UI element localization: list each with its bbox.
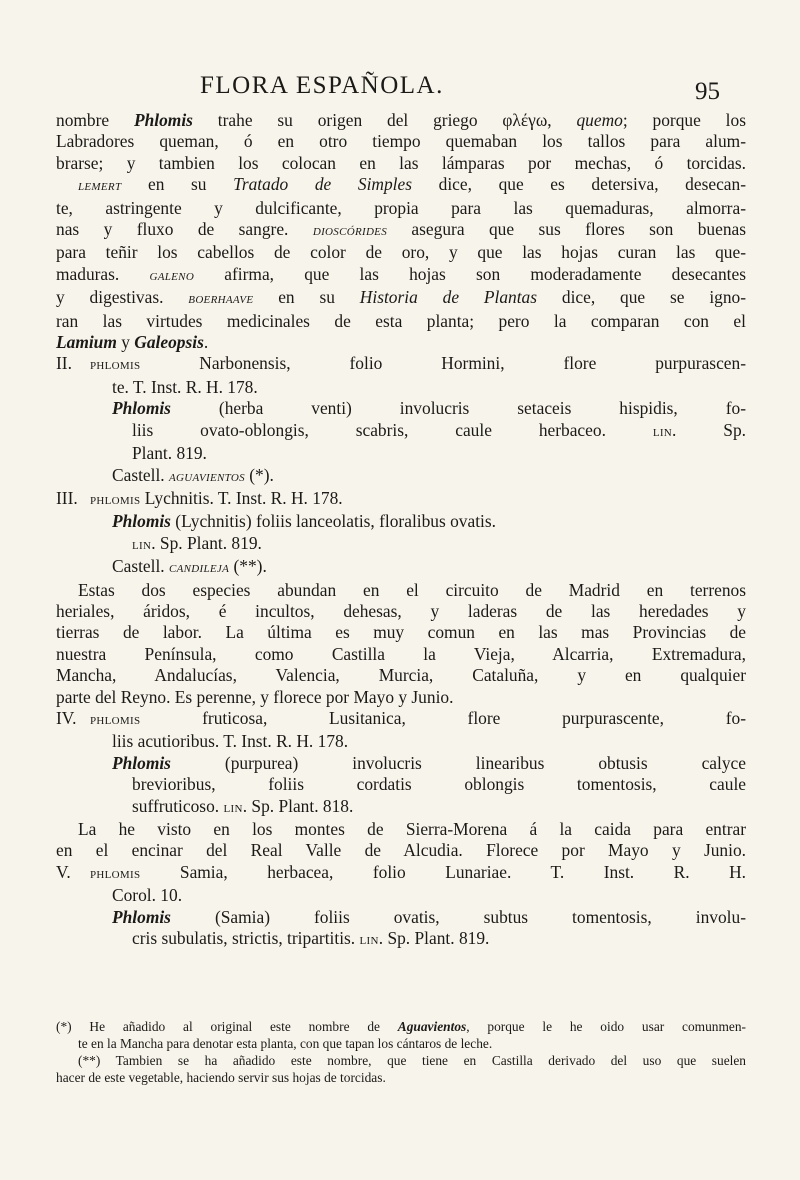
text-line: tierras de labor. La última es muy comun en las mas Provincias de bbox=[56, 622, 746, 643]
page-header bbox=[200, 66, 720, 110]
text-line: Phlomis (Lychnitis) foliis lanceolatis, floralibus ovatis. bbox=[112, 511, 496, 532]
species-entry: V. phlomis Samia, herbacea, folio Lunariae. T. Inst. R. H. bbox=[56, 861, 746, 882]
text-line: Estas dos especies abundan en el circuito de Madrid en terrenos bbox=[78, 579, 746, 600]
text-line: liis ovato-oblongis, scabris, caule herbaceo. lin. Sp. bbox=[132, 419, 746, 440]
text-line: para teñir los cabellos de color de oro, y que las hojas curan las que- bbox=[56, 242, 746, 263]
text-line: y digestivas. boerhaave en su Historia de Plantas dice, que se igno- bbox=[56, 287, 747, 308]
text-line: Phlomis (purpurea) involucris linearibus obtusis calyce bbox=[112, 752, 746, 773]
text-line: liis acutioribus. T. Inst. R. H. 178. bbox=[112, 731, 349, 752]
text-line: lin. Sp. Plant. 819. bbox=[132, 532, 262, 553]
text-line: te, astringente y dulcificante, propia para las quemaduras, almorra- bbox=[56, 197, 746, 218]
footnote-line: te en la Mancha para denotar esta planta, con que tapan los cántaros de leche. bbox=[78, 1036, 493, 1051]
main-text bbox=[56, 110, 746, 951]
text-line: en el encinar del Real Valle de Alcudia. Florece por Mayo y Junio. bbox=[56, 840, 746, 861]
footnote-line: hacer de este vegetable, haciendo servir sus hojas de torcidas. bbox=[56, 1070, 386, 1085]
species-entry: II. phlomis Narbonensis, folio Hormini, flore purpurascen- bbox=[56, 353, 746, 374]
species-entry: IV. phlomis fruticosa, Lusitanica, flore purpurascente, fo- bbox=[56, 707, 746, 728]
text-line: Lamium y Galeopsis. bbox=[56, 332, 209, 353]
text-line: heriales, áridos, é incultos, dehesas, y laderas de las heredades y bbox=[56, 600, 746, 621]
text-line: cris subulatis, strictis, tripartitis. lin. Sp. Plant. 819. bbox=[132, 928, 490, 949]
page-number: 95 bbox=[695, 78, 720, 105]
text-line: brevioribus, foliis cordatis oblongis tomentosis, caule bbox=[132, 774, 746, 795]
running-title: FLORA ESPAÑOLA. bbox=[200, 72, 444, 99]
footnote: (*) He añadido al original este nombre de Aguavientos, porque le he oido usar comunmen- bbox=[56, 1019, 747, 1034]
text-line: Plant. 819. bbox=[132, 443, 207, 464]
text-line: nas y fluxo de sangre. dioscórides asegura que sus flores son buenas bbox=[56, 219, 747, 240]
text-line: Corol. 10. bbox=[112, 885, 183, 906]
text-line: Phlomis (herba venti) involucris setaceis hispidis, fo- bbox=[112, 398, 746, 419]
text-line: nuestra Península, como Castilla la Vieja, Alcarria, Extremadura, bbox=[56, 643, 746, 664]
text-line: maduras. galeno afirma, que las hojas son moderadamente desecantes bbox=[56, 263, 746, 284]
text-line: La he visto en los montes de Sierra-Morena á la caida para entrar bbox=[78, 819, 746, 839]
text-line: brarse; y tambien los colocan en las lámparas por mechas, ó torcidas. bbox=[56, 152, 746, 173]
text-line: nombre Phlomis trahe su origen del griego φλέγω, quemo; porque los bbox=[56, 110, 746, 130]
text-line: Mancha, Andalucías, Valencia, Murcia, Cataluña, y en qualquier bbox=[56, 665, 746, 686]
text-line: te. T. Inst. R. H. 178. bbox=[112, 376, 258, 397]
text-line: Labradores queman, ó en otro tiempo quemaban los tallos para alum- bbox=[56, 131, 746, 152]
text-line: Castell. aguavientos (*). bbox=[112, 464, 274, 485]
text-line: Phlomis (Samia) foliis ovatis, subtus tomentosis, involu- bbox=[112, 906, 746, 927]
footnotes bbox=[56, 1018, 746, 1086]
footnote: (**) Tambien se ha añadido este nombre, que tiene en Castilla derivado del uso que suelen bbox=[78, 1053, 746, 1068]
text-line: parte del Reyno. Es perenne, y florece por Mayo y Junio. bbox=[56, 686, 454, 707]
species-entry: III. phlomis Lychnitis. T. Inst. R. H. 178. bbox=[56, 487, 343, 508]
text-line: ran las virtudes medicinales de esta planta; pero la comparan con el bbox=[56, 310, 746, 331]
text-line: lemert en su Tratado de Simples dice, que es detersiva, desecan- bbox=[78, 174, 746, 195]
text-line: suffruticoso. lin. Sp. Plant. 818. bbox=[132, 795, 354, 816]
text-line: Castell. candileja (**). bbox=[112, 556, 267, 577]
